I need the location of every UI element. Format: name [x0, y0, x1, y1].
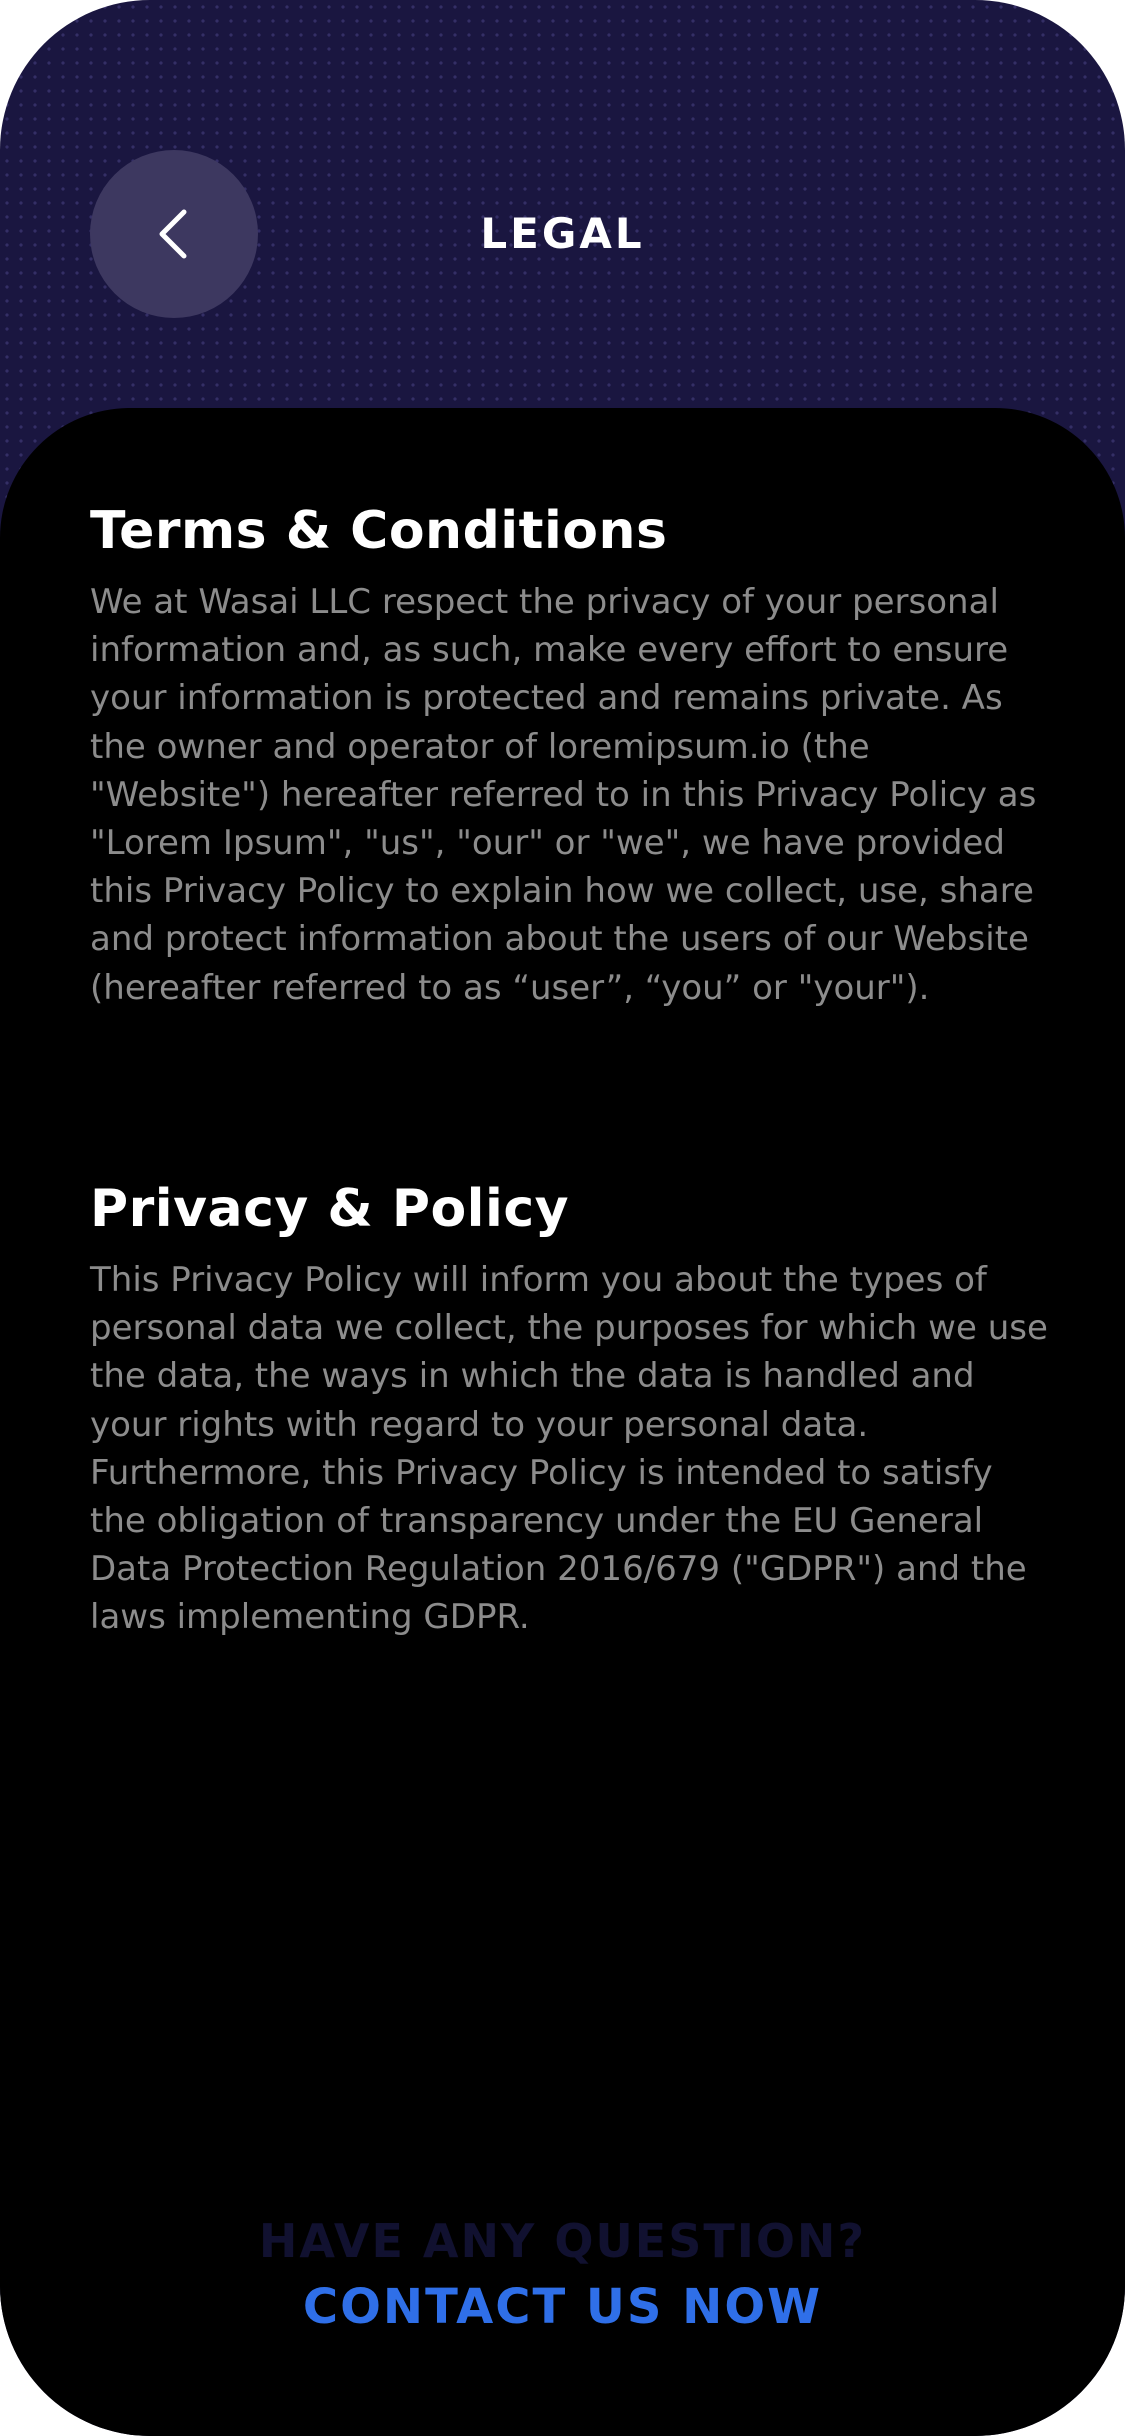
terms-body: We at Wasai LLC respect the privacy of your personal information and, as such, make every effort to ensure your information is protected and remains private. As the owner and operator of loremipsum.io (the "Website") hereafter referred to in this Privacy Policy as "Lorem Ipsum", "us", "our" or "we", we have provided this Privacy Policy to explain how we collect, use, share and protect information about the users of our Website (hereafter referred to as “user”, “you” or "your").	[90, 582, 1037, 1008]
privacy-body: This Privacy Policy will inform you about the types of personal data we collect, the purposes for which we use the data, the ways in which the data is handled and your rights with regard to your personal data. Furthermore, this Privacy Policy is intended to satisfy the obligation of transparency under the EU General Data Protection Regulation 2016/679 ("GDPR") and the laws implementing GDPR.	[90, 1260, 1048, 1638]
page-title: LEGAL	[480, 209, 645, 258]
contact-us-link[interactable]: CONTACT US NOW	[302, 2279, 823, 2335]
content-card	[0, 408, 1125, 2436]
terms-section	[90, 496, 1050, 1012]
privacy-title: Privacy & Policy	[90, 1179, 570, 1239]
question-text: HAVE ANY QUESTION?	[258, 2214, 867, 2268]
terms-title: Terms & Conditions	[90, 501, 668, 561]
privacy-section	[90, 1174, 1050, 1642]
header	[0, 0, 1125, 470]
footer	[0, 2208, 1125, 2340]
